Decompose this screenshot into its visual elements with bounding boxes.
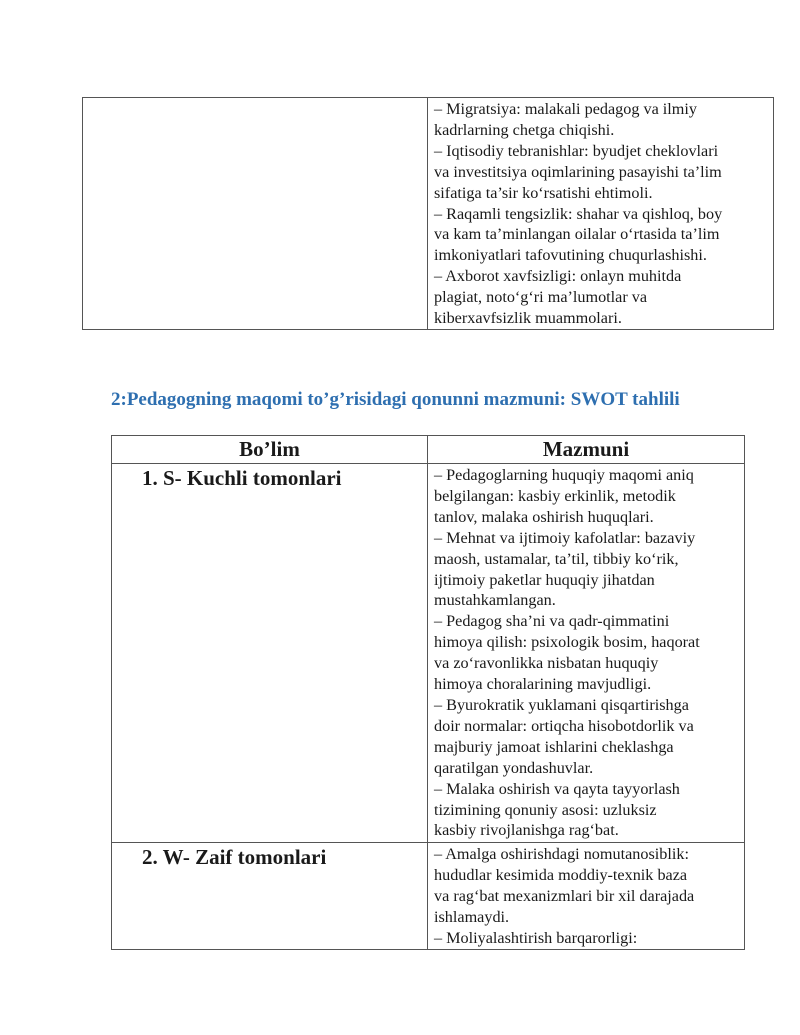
section-label-weaknesses: 2. W- Zaif tomonlari <box>142 845 327 869</box>
section-label-strengths: 1. S- Kuchli tomonlari <box>142 466 342 490</box>
continued-table <box>82 97 774 330</box>
column-header-content: Mazmuni <box>428 436 745 464</box>
continued-table-right-cell <box>428 98 774 330</box>
table-header-row <box>112 436 745 464</box>
section-cell <box>112 843 428 950</box>
section-heading: 2:Pedagogning maqomi to’g’risidagi qonunni mazmuni: SWOT tahlili <box>111 389 680 410</box>
section-cell <box>112 464 428 843</box>
strengths-content: – Pedagoglarning huquqiy maqomi aniq belgilangan: kasbiy erkinlik, metodik tanlov, malaka oshirish huquqlari. – Mehnat va ijtimoiy kafolatlar: bazaviy maosh, ustamalar, ta’til, tibbiy ko‘rik, ijtimoiy paketlar huquqiy jihatdan mustahkamlangan. – Pedagog sha’ni va qadr-qimmatini himoya qilish: psixologik bosim, haqorat va zo‘ravonlikka nisbatan huquqiy himoya choralarining mavjudligi. – Byurokratik yuklamani qisqartirishga doir normalar: ortiqcha hisobotdorlik va majburiy jamoat ishlarini cheklashga qaratilgan yondashuvlar. – Malaka oshirish va qayta tayyorlash tizimining qonuniy asosi: uzluksiz kasbiy rivojlanishga rag‘bat. <box>434 466 700 840</box>
weaknesses-content: – Amalga oshirishdagi nomutanosiblik: hududlar kesimida moddiy-texnik baza va rag‘bat mexanizmlari bir xil darajada ishlamaydi. – Moliyalashtirish barqarorligi: <box>434 845 695 947</box>
content-cell <box>428 843 745 950</box>
threats-content: – Migratsiya: malakali pedagog va ilmiy kadrlarning chetga chiqishi. – Iqtisodiy tebranishlar: byudjet cheklovlari va investitsiya oqimlarining pasayishi ta’lim sifatiga ta’sir ko‘rsatishi ehtimoli. – Raqamli tengsizlik: shahar va qishloq, boy va kam ta’minlangan oilalar o‘rtasida ta’lim imkoniyatlari tafovutining chuqurlashishi. – Axborot xavfsizligi: onlayn muhitda plagiat, noto‘g‘ri ma’lumotlar va kiberxavfsizlik muammolari. <box>434 100 723 328</box>
continued-table-left-cell <box>83 98 428 330</box>
swot-table <box>111 435 745 950</box>
table-row <box>112 843 745 950</box>
table-row <box>112 464 745 843</box>
column-header-section: Bo’lim <box>112 436 428 464</box>
content-cell <box>428 464 745 843</box>
continued-left-text <box>83 98 427 99</box>
